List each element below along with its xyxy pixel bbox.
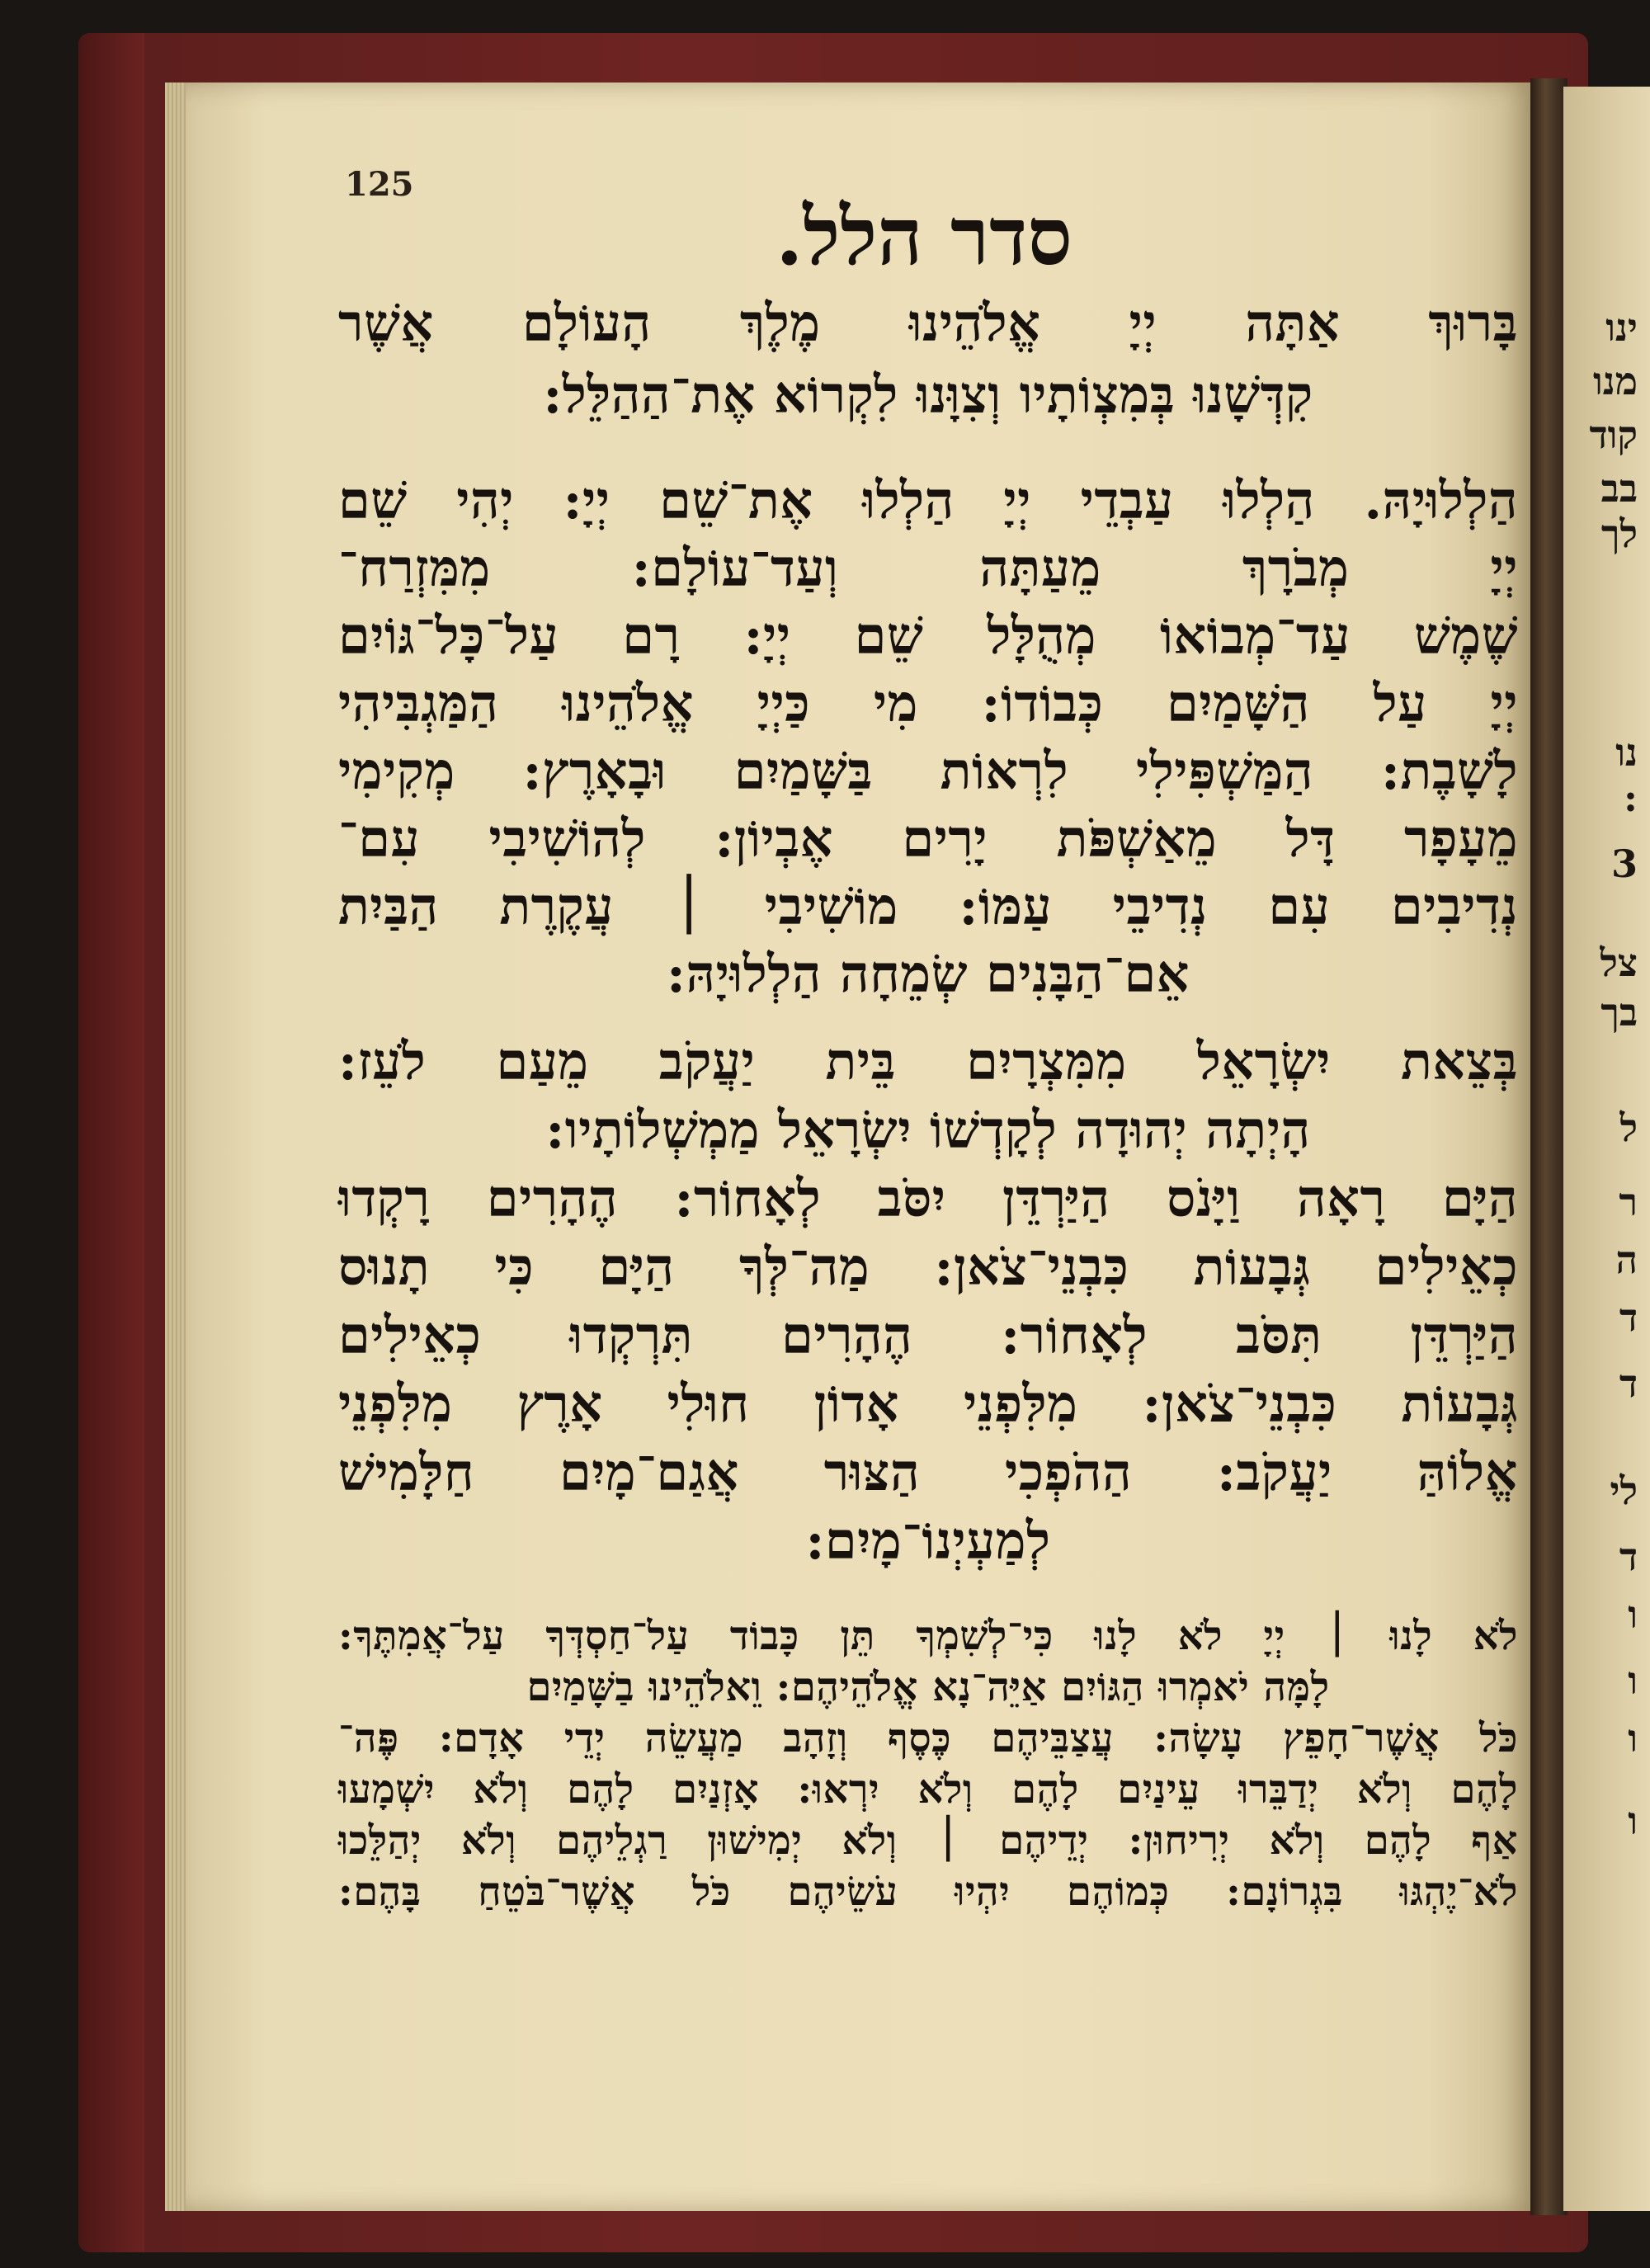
text-line: בָּרוּךְ אַתָּה יְיָ אֱלֹהֵינוּ מֶלֶךְ הָעוֹלָם אֲשֶׁר [338, 293, 1518, 353]
facing-page-fragment: ד [1619, 1361, 1638, 1406]
book-gutter [1530, 78, 1568, 2215]
facing-page-fragment: ו [1628, 1592, 1638, 1637]
facing-page-fragment: לי [1610, 1469, 1638, 1513]
text-line: אֵם־הַבָּנִים שְׂמֵחָה הַלְלוּיָהּ: [667, 944, 1190, 1004]
facing-page-fragment: מנו [1593, 359, 1638, 403]
text-line: לָהֶם וְלֹא יְדַבֵּרוּ עֵינַיִם לָהֶם וְלֹא יִרְאוּ: אָזְנַיִם לָהֶם וְלֹא יִשְׁמָעוּ [338, 1766, 1518, 1813]
text-line: יְיָ עַל הַשָּׁמַיִם כְּבוֹדוֹ: מִי כַּיְיָ אֱלֹהֵינוּ הַמַּגְבִּיהִי [338, 673, 1518, 733]
facing-page-fragment: ד [1619, 1535, 1638, 1579]
text-line: לְמַעְיְנוֹ־מָיִם: [805, 1511, 1051, 1571]
cover-edge [78, 33, 144, 2252]
facing-page-fragment: בב [1600, 466, 1638, 511]
facing-page-fragment: ו [1628, 1716, 1638, 1761]
text-line: קִדְּשָׁנוּ בְּמִצְוֹתָיו וְצִוָּנוּ לִקְרוֹא אֶת־הַהַלֵּל: [543, 365, 1313, 425]
text-line: הַיָּם רָאָה וַיָּנֹס הַיַּרְדֵּן יִסֹּב לְאָחוֹר: הֶהָרִים רָקְדוּ [338, 1168, 1518, 1228]
facing-page-fragment: ו [1628, 1658, 1638, 1703]
text-line: לֹא לָנוּ ׀ יְיָ לֹא לָנוּ כִּי־לְשִׁמְךָ תֵּן כָּבוֹד עַל־חַסְדְּךָ עַל־אֲמִתֶּךָ: [338, 1613, 1518, 1659]
text-line: מֵעָפָר דָּל מֵאַשְׁפֹּת יָרִים אֶבְיוֹן: לְהוֹשִׁיבִי עִם־ [338, 809, 1518, 869]
text-line: הָיְתָה יְהוּדָה לְקָדְשׁוֹ יִשְׂרָאֵל מַמְשְׁלוֹתָיו: [545, 1100, 1311, 1160]
page-title: סדר הלל. [776, 190, 1072, 283]
facing-page-fragment: ה [1615, 1238, 1638, 1282]
text-line: אֱלוֹהַּ יַעֲקֹב: הַהֹפְכִי הַצּוּר אֲגַם־מָיִם חַלָּמִישׁ [338, 1442, 1518, 1502]
text-line: נְדִיבִים עִם נְדִיבֵי עַמּוֹ: מוֹשִׁיבִי ׀ עֲקֶרֶת הַבַּיִת [338, 876, 1518, 936]
facing-page-fragment: ל [1619, 1106, 1638, 1150]
text-line: כֹּל אֲשֶׁר־חָפֵץ עָשָׂה: עֲצַבֵּיהֶם כֶּסֶף וְזָהָב מַעֲשֵׂה יְדֵי אָדָם: פֶּה־ [338, 1715, 1518, 1761]
text-line: יְיָ מְבֹרָךְ מֵעַתָּה וְעַד־עוֹלָם: מִמִּזְרַח־ [338, 538, 1518, 598]
text-line: בְּצֵאת יִשְׂרָאֵל מִמִּצְרָיִם בֵּית יַעֲקֹב מֵעַם לֹעֵז: [338, 1031, 1518, 1092]
facing-page-fragment: ד [1619, 1295, 1638, 1340]
facing-page-fragment: לך [1600, 512, 1638, 556]
text-line: לֹא־יֶהְגּוּ בִּגְרוֹנָם: כְּמוֹהֶם יִהְיוּ עֹשֵׂיהֶם כֹּל אֲשֶׁר־בֹּטֵחַ בָּהֶם: [338, 1869, 1518, 1915]
facing-page-fragment: ר [1619, 1180, 1638, 1224]
text-line: הַיַּרְדֵּן תִּסֹּב לְאָחוֹר: הֶהָרִים תִּרְקְדוּ כְאֵילִים [338, 1305, 1518, 1365]
facing-page-fragment: קוד [1589, 413, 1638, 457]
text-line: כְאֵילִים גְּבָעוֹת כִּבְנֵי־צֹאן: מַה־לְּךָ הַיָּם כִּי תָנוּס [338, 1237, 1518, 1297]
facing-page-fragment: ו [1628, 1799, 1638, 1843]
text-line: לָמָּה יֹאמְרוּ הַגּוֹיִם אַיֵּה־נָא אֱלֹהֵיהֶם: וֵאלֹהֵינוּ בַשָּׁמַיִם [526, 1664, 1330, 1710]
facing-page [1563, 87, 1650, 2211]
facing-page-fragment: בך [1600, 990, 1638, 1035]
text-line: גְּבָעוֹת כִּבְנֵי־צֹאן: מִלִּפְנֵי אָדוֹן חוּלִי אָרֶץ מִלִּפְנֵי [338, 1374, 1518, 1434]
text-line: לָשָׁבֶת: הַמַּשְׁפִּילִי לִרְאוֹת בַּשָּׁמַיִם וּבָאָרֶץ: מְקִימִי [338, 741, 1518, 801]
facing-page-fragment: 3 [1610, 842, 1638, 886]
facing-page-fragment: נו [1615, 730, 1638, 775]
facing-page-fragment: צל [1600, 941, 1638, 985]
text-line: הַלְלוּיָהּ. הַלְלוּ עַבְדֵי יְיָ הַלְלוּ אֶת־שֵׁם יְיָ: יְהִי שֵׁם [338, 470, 1518, 530]
facing-page-fragment: : [1624, 776, 1638, 820]
text-line: אַף לָהֶם וְלֹא יְרִיחוּן: יְדֵיהֶם ׀ וְלֹא יְמִישׁוּן רַגְלֵיהֶם וְלֹא יְהַלֵּכוּ [338, 1818, 1518, 1864]
page-number: 125 [345, 165, 414, 204]
facing-page-fragment: ינו [1605, 305, 1638, 350]
text-line: שֶׁמֶשׁ עַד־מְבוֹאוֹ מְהֻלָּל שֵׁם יְיָ: רָם עַל־כָּל־גּוֹיִם [338, 606, 1518, 666]
